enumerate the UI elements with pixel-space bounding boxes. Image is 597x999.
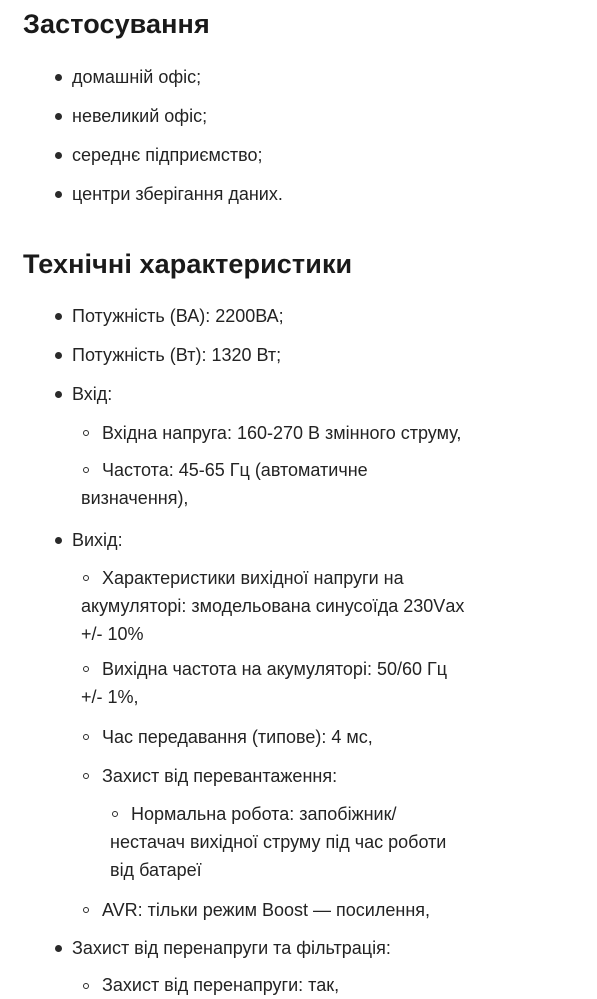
section-heading-applications: Застосування (23, 9, 210, 39)
list-item-avr: AVR: тільки режим Boost — посилення, (102, 900, 431, 920)
list-item-input-frequency: Частота: 45-65 Гц (автоматичне (102, 460, 368, 480)
sub-bullet (83, 983, 89, 989)
bullet (55, 191, 62, 198)
sub-bullet (83, 430, 89, 436)
list-item-input: Вхід: (72, 384, 113, 404)
list-item-surge-protection: Захист від перенапруги: так, (102, 975, 340, 995)
bullet (55, 74, 62, 81)
sub-bullet (83, 734, 89, 740)
list-item-normal-operation-cont: від батареї (110, 860, 202, 880)
list-item-output-voltage: Характеристики вихідної напруги на (102, 568, 404, 588)
list-item-output-frequency: Вихідна частота на акумуляторі: 50/60 Гц (102, 659, 448, 679)
section-heading-specs: Технічні характеристики (23, 249, 353, 279)
list-item: центри зберігання даних. (72, 184, 283, 204)
list-item-output: Вихід: (72, 530, 123, 550)
list-item-power-w: Потужність (Вт): 1320 Вт; (72, 345, 282, 365)
bullet (55, 391, 62, 398)
bullet (55, 113, 62, 120)
list-item-output-voltage-cont: акумуляторі: змодельована синусоїда 230Vах (81, 596, 465, 616)
list-item: середнє підприємство; (72, 145, 263, 165)
list-item-overload: Захист від перевантаження: (102, 766, 338, 786)
bullet (55, 537, 62, 544)
list-item: невеликий офіс; (72, 106, 208, 126)
sub-bullet (83, 907, 89, 913)
list-item: домашній офіс; (72, 67, 202, 87)
sub-bullet (83, 467, 89, 473)
list-item-power-va: Потужність (ВА): 2200ВА; (72, 306, 284, 326)
list-item-transfer-time: Час передавання (типове): 4 мс, (102, 727, 373, 747)
sub-bullet (83, 666, 89, 672)
list-item-surge: Захист від перенапруги та фільтрація: (72, 938, 391, 958)
bullet (55, 152, 62, 159)
sub-bullet (83, 575, 89, 581)
list-item-output-voltage-cont: +/- 10% (81, 624, 144, 644)
sub-sub-bullet (112, 811, 118, 817)
list-item-normal-operation: Нормальна робота: запобіжник/ (131, 804, 397, 824)
bullet (55, 313, 62, 320)
list-item-normal-operation-cont: нестачач вихідної струму під час роботи (110, 832, 447, 852)
sub-bullet (83, 773, 89, 779)
list-item-input-frequency-cont: визначення), (81, 488, 189, 508)
list-item-output-frequency-cont: +/- 1%, (81, 687, 139, 707)
bullet (55, 352, 62, 359)
list-item-input-voltage: Вхідна напруга: 160-270 В змінного струму, (102, 423, 462, 443)
bullet (55, 945, 62, 952)
